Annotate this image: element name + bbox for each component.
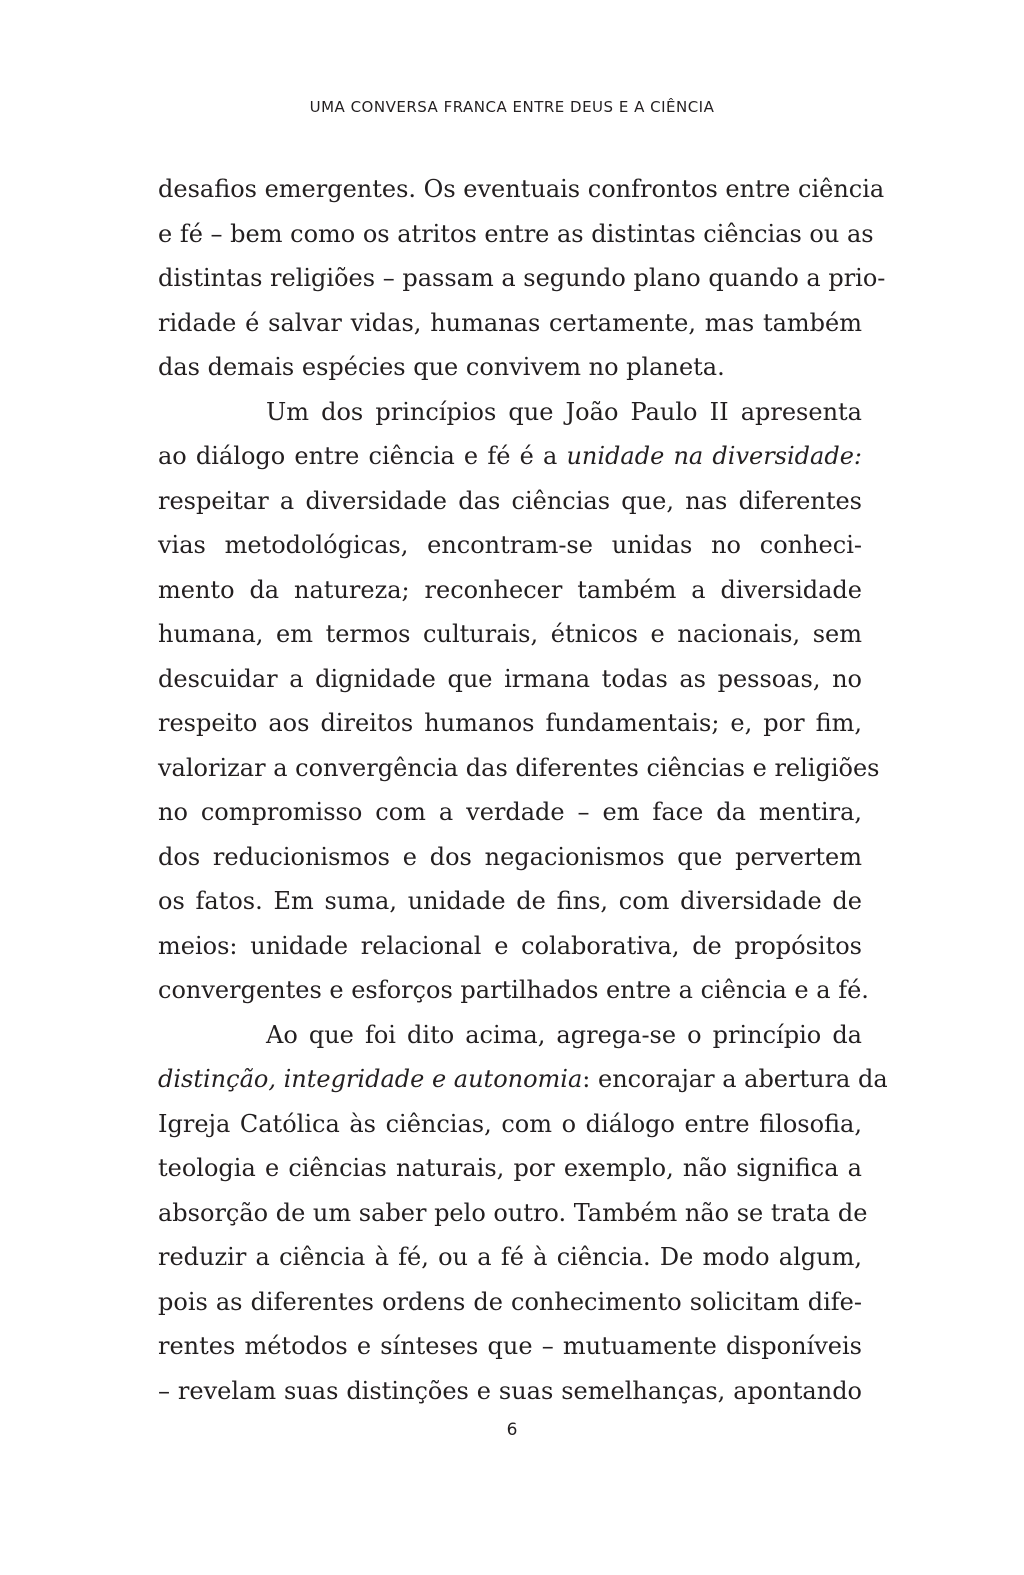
text-line: pois as diferentes ordens de conhecimento solicitam dife- xyxy=(158,1287,862,1316)
text-line: ridade é salvar vidas, humanas certamente, mas também xyxy=(158,308,862,337)
text-line-mixed xyxy=(158,434,862,479)
text-line: vias metodológicas, encontram-se unidas no conheci- xyxy=(158,531,862,559)
text-line: humana, em termos culturais, étnicos e nacionais, sem xyxy=(158,620,862,648)
text-line: os fatos. Em suma, unidade de fins, com diversidade de xyxy=(158,887,862,915)
text-fragment: : encorajar a abertura da xyxy=(582,1065,888,1093)
text-line: valorizar a convergência das diferentes ciências e religiões xyxy=(158,753,880,782)
text-line: absorção de um saber pelo outro. Também não se trata de xyxy=(158,1198,868,1227)
text-line: meios: unidade relacional e colaborativa, de propósitos xyxy=(158,931,862,960)
running-header: UMA CONVERSA FRANCA ENTRE DEUS E A CIÊNCIA xyxy=(309,98,715,116)
text-line: Igreja Católica às ciências, com o diálogo entre filosofia, xyxy=(158,1109,862,1138)
text-line: e fé – bem como os atritos entre as distintas ciências ou as xyxy=(158,219,874,248)
text-line: reduzir a ciência à fé, ou a fé à ciência. De modo algum, xyxy=(158,1243,862,1271)
text-line: das demais espécies que convivem no planeta. xyxy=(158,353,725,381)
text-line: mento da natureza; reconhecer também a diversidade xyxy=(158,575,862,604)
text-line: descuidar a dignidade que irmana todas as pessoas, no xyxy=(158,664,862,693)
italic-phrase: distinção, integridade e autonomia xyxy=(158,1065,583,1093)
page-number: 6 xyxy=(506,1420,518,1440)
text-line: dos reducionismos e dos negacionismos que pervertem xyxy=(158,842,862,871)
text-line: Ao que foi dito acima, agrega-se o princípio da xyxy=(266,1020,862,1049)
body-text xyxy=(158,167,888,1413)
text-line-mixed xyxy=(158,1057,888,1102)
text-fragment: ao diálogo entre ciência e fé é a xyxy=(158,442,567,470)
italic-phrase: unidade na diversidade: xyxy=(566,442,862,470)
text-line: respeito aos direitos humanos fundamentais; e, por fim, xyxy=(158,709,862,737)
text-line: Um dos princípios que João Paulo II apresenta xyxy=(266,397,862,426)
text-line: teologia e ciências naturais, por exemplo, não significa a xyxy=(158,1154,862,1182)
text-line: desafios emergentes. Os eventuais confrontos entre ciência xyxy=(158,175,885,203)
text-line: no compromisso com a verdade – em face da mentira, xyxy=(158,798,862,826)
text-line: distintas religiões – passam a segundo plano quando a prio- xyxy=(158,264,886,292)
text-line: respeitar a diversidade das ciências que, nas diferentes xyxy=(158,486,862,515)
text-line: rentes métodos e sínteses que – mutuamente disponíveis xyxy=(158,1332,862,1360)
text-line: – revelam suas distinções e suas semelhanças, apontando xyxy=(158,1376,862,1405)
text-line: convergentes e esforços partilhados entre a ciência e a fé. xyxy=(158,976,869,1004)
